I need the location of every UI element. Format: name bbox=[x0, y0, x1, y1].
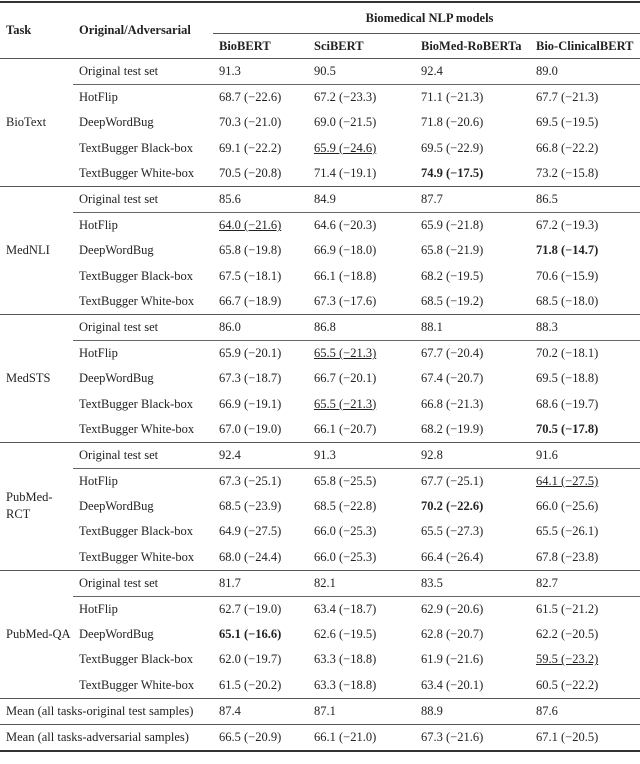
cell-value: 82.1 bbox=[314, 575, 336, 590]
table-row bbox=[0, 186, 640, 212]
cell-value: 66.7 (−20.1) bbox=[314, 371, 377, 386]
value-cell bbox=[530, 341, 640, 367]
attack-label: TextBugger Black-box bbox=[79, 524, 194, 539]
value-cell bbox=[415, 596, 530, 622]
value-cell bbox=[530, 724, 640, 751]
value-cell bbox=[308, 469, 415, 495]
cell-value: 62.0 (−19.7) bbox=[219, 652, 282, 667]
value-cell bbox=[308, 673, 415, 699]
table-row bbox=[0, 417, 640, 443]
attack-label: DeepWordBug bbox=[79, 499, 154, 514]
cell-value: 68.5 (−23.9) bbox=[219, 499, 282, 514]
attack-label: TextBugger Black-box bbox=[79, 268, 194, 283]
cell-value: 60.5 (−22.2) bbox=[536, 677, 599, 692]
value-cell bbox=[308, 622, 415, 647]
attack-label: Original test set bbox=[79, 192, 159, 207]
value-cell bbox=[530, 673, 640, 699]
value-cell bbox=[308, 213, 415, 239]
cell-value: 68.0 (−24.4) bbox=[219, 549, 282, 564]
cell-value: 92.8 bbox=[421, 447, 443, 462]
value-cell bbox=[308, 59, 415, 85]
cell-value: 66.0 (−25.6) bbox=[536, 499, 599, 514]
cell-value: 71.8 (−14.7) bbox=[536, 243, 599, 258]
value-cell bbox=[530, 264, 640, 289]
value-cell bbox=[308, 442, 415, 468]
value-cell bbox=[308, 698, 415, 724]
table-row bbox=[0, 213, 640, 239]
value-cell bbox=[530, 391, 640, 416]
table-header bbox=[0, 2, 640, 59]
task-name: MedSTS bbox=[6, 370, 51, 385]
mean-row bbox=[0, 698, 640, 724]
cell-value: 66.8 (−21.3) bbox=[421, 396, 484, 411]
value-cell bbox=[415, 289, 530, 315]
cell-value: 65.1 (−16.6) bbox=[219, 627, 282, 642]
value-cell bbox=[415, 570, 530, 596]
cell-value: 92.4 bbox=[421, 64, 443, 79]
table-row bbox=[0, 622, 640, 647]
value-cell bbox=[530, 417, 640, 443]
cell-value: 63.4 (−20.1) bbox=[421, 677, 484, 692]
mean-label: Mean (all tasks-adversarial samples) bbox=[0, 724, 213, 751]
cell-value: 67.2 (−19.3) bbox=[536, 218, 599, 233]
table-row bbox=[0, 391, 640, 416]
value-cell bbox=[415, 110, 530, 135]
attack-label: DeepWordBug bbox=[79, 627, 154, 642]
cell-value: 65.9 (−24.6) bbox=[314, 140, 377, 155]
cell-value: 63.3 (−18.8) bbox=[314, 652, 377, 667]
value-cell bbox=[415, 213, 530, 239]
value-cell bbox=[213, 110, 308, 135]
cell-value: 67.8 (−23.8) bbox=[536, 549, 599, 564]
value-cell bbox=[530, 161, 640, 187]
value-cell bbox=[308, 391, 415, 416]
cell-value: 68.2 (−19.9) bbox=[421, 421, 484, 436]
value-cell bbox=[213, 264, 308, 289]
table-row bbox=[0, 238, 640, 263]
table-row bbox=[0, 161, 640, 187]
cell-value: 62.6 (−19.5) bbox=[314, 627, 377, 642]
value-cell bbox=[213, 673, 308, 699]
cell-value: 68.5 (−22.8) bbox=[314, 499, 377, 514]
cell-value: 62.9 (−20.6) bbox=[421, 602, 484, 617]
cell-value: 65.8 (−21.9) bbox=[421, 243, 484, 258]
cell-value: 91.6 bbox=[536, 447, 558, 462]
value-cell bbox=[530, 622, 640, 647]
value-cell bbox=[213, 417, 308, 443]
value-cell bbox=[213, 622, 308, 647]
cell-value: 70.3 (−21.0) bbox=[219, 115, 282, 130]
cell-value: 66.0 (−25.3) bbox=[314, 549, 377, 564]
cell-value: 92.4 bbox=[219, 447, 241, 462]
cell-value: 91.3 bbox=[314, 447, 336, 462]
value-cell bbox=[415, 545, 530, 571]
table-row bbox=[0, 59, 640, 85]
cell-value: 70.6 (−15.9) bbox=[536, 268, 599, 283]
cell-value: 67.3 (−21.6) bbox=[421, 729, 484, 744]
cell-value: 87.4 bbox=[219, 703, 241, 718]
cell-value: 67.3 (−17.6) bbox=[314, 293, 377, 308]
cell-value: 65.5 (−21.3) bbox=[314, 396, 377, 411]
header-model: BioMed-RoBERTa bbox=[421, 38, 522, 53]
value-cell bbox=[530, 213, 640, 239]
cell-value: 62.7 (−19.0) bbox=[219, 602, 282, 617]
table-row bbox=[0, 647, 640, 672]
table-row bbox=[0, 264, 640, 289]
cell-value: 81.7 bbox=[219, 575, 241, 590]
table-row bbox=[0, 494, 640, 519]
attack-label: TextBugger White-box bbox=[79, 549, 195, 564]
value-cell bbox=[308, 110, 415, 135]
attack-label: Original test set bbox=[79, 319, 159, 334]
cell-value: 82.7 bbox=[536, 575, 558, 590]
value-cell bbox=[415, 417, 530, 443]
value-cell bbox=[213, 494, 308, 519]
value-cell bbox=[308, 647, 415, 672]
value-cell bbox=[213, 724, 308, 751]
task-name: PubMed-RCT bbox=[6, 490, 53, 522]
value-cell bbox=[530, 545, 640, 571]
header-model: Bio-ClinicalBERT bbox=[536, 38, 634, 53]
header-model: SciBERT bbox=[314, 38, 364, 53]
cell-value: 86.8 bbox=[314, 319, 336, 334]
cell-value: 66.9 (−18.0) bbox=[314, 243, 377, 258]
value-cell bbox=[415, 519, 530, 544]
attack-label: TextBugger White-box bbox=[79, 421, 195, 436]
value-cell bbox=[213, 545, 308, 571]
attack-label: Original test set bbox=[79, 447, 159, 462]
table-row bbox=[0, 469, 640, 495]
header-orig-adv: Original/Adversarial bbox=[79, 23, 191, 37]
table-row bbox=[0, 366, 640, 391]
cell-value: 66.8 (−22.2) bbox=[536, 140, 599, 155]
cell-value: 67.1 (−20.5) bbox=[536, 729, 599, 744]
cell-value: 68.6 (−19.7) bbox=[536, 396, 599, 411]
value-cell bbox=[213, 596, 308, 622]
attack-label: HotFlip bbox=[73, 596, 213, 622]
cell-value: 66.0 (−25.3) bbox=[314, 524, 377, 539]
table-row bbox=[0, 545, 640, 571]
cell-value: 66.1 (−21.0) bbox=[314, 729, 377, 744]
cell-value: 68.7 (−22.6) bbox=[219, 90, 282, 105]
cell-value: 65.5 (−27.3) bbox=[421, 524, 484, 539]
value-cell bbox=[308, 289, 415, 315]
cell-value: 86.5 bbox=[536, 192, 558, 207]
table-row bbox=[0, 110, 640, 135]
cell-value: 69.5 (−22.9) bbox=[421, 140, 484, 155]
value-cell bbox=[415, 238, 530, 263]
cell-value: 65.8 (−19.8) bbox=[219, 243, 282, 258]
value-cell bbox=[415, 442, 530, 468]
cell-value: 65.8 (−25.5) bbox=[314, 474, 377, 489]
cell-value: 67.3 (−18.7) bbox=[219, 371, 282, 386]
table-row bbox=[0, 442, 640, 468]
value-cell bbox=[530, 186, 640, 212]
cell-value: 69.1 (−22.2) bbox=[219, 140, 282, 155]
cell-value: 67.3 (−25.1) bbox=[219, 474, 282, 489]
cell-value: 64.1 (−27.5) bbox=[536, 474, 599, 489]
value-cell bbox=[415, 366, 530, 391]
attack-label: HotFlip bbox=[73, 341, 213, 367]
value-cell bbox=[530, 519, 640, 544]
value-cell bbox=[308, 264, 415, 289]
value-cell bbox=[530, 570, 640, 596]
attack-label: TextBugger White-box bbox=[79, 293, 195, 308]
cell-value: 66.4 (−26.4) bbox=[421, 549, 484, 564]
value-cell bbox=[308, 238, 415, 263]
value-cell bbox=[213, 213, 308, 239]
cell-value: 88.9 bbox=[421, 703, 443, 718]
table-row bbox=[0, 85, 640, 111]
cell-value: 70.2 (−18.1) bbox=[536, 346, 599, 361]
attack-label: TextBugger White-box bbox=[79, 165, 195, 180]
value-cell bbox=[415, 264, 530, 289]
cell-value: 69.0 (−21.5) bbox=[314, 115, 377, 130]
value-cell bbox=[415, 673, 530, 699]
value-cell bbox=[213, 186, 308, 212]
cell-value: 67.7 (−25.1) bbox=[421, 474, 484, 489]
cell-value: 66.9 (−19.1) bbox=[219, 396, 282, 411]
attack-label: TextBugger Black-box bbox=[79, 140, 194, 155]
value-cell bbox=[213, 161, 308, 187]
cell-value: 61.5 (−21.2) bbox=[536, 602, 599, 617]
cell-value: 69.5 (−19.5) bbox=[536, 115, 599, 130]
attack-label: TextBugger Black-box bbox=[79, 652, 194, 667]
cell-value: 66.1 (−18.8) bbox=[314, 268, 377, 283]
value-cell bbox=[415, 724, 530, 751]
table-row bbox=[0, 314, 640, 340]
cell-value: 64.6 (−20.3) bbox=[314, 218, 377, 233]
value-cell bbox=[308, 545, 415, 571]
value-cell bbox=[213, 519, 308, 544]
table-row bbox=[0, 289, 640, 315]
cell-value: 71.1 (−21.3) bbox=[421, 90, 484, 105]
cell-value: 91.3 bbox=[219, 64, 241, 79]
value-cell bbox=[308, 417, 415, 443]
cell-value: 61.9 (−21.6) bbox=[421, 652, 484, 667]
value-cell bbox=[530, 442, 640, 468]
cell-value: 65.5 (−26.1) bbox=[536, 524, 599, 539]
value-cell bbox=[530, 698, 640, 724]
value-cell bbox=[530, 647, 640, 672]
cell-value: 90.5 bbox=[314, 64, 336, 79]
value-cell bbox=[308, 161, 415, 187]
value-cell bbox=[213, 289, 308, 315]
cell-value: 85.6 bbox=[219, 192, 241, 207]
value-cell bbox=[213, 341, 308, 367]
value-cell bbox=[530, 596, 640, 622]
value-cell bbox=[530, 136, 640, 161]
cell-value: 69.5 (−18.8) bbox=[536, 371, 599, 386]
mean-label: Mean (all tasks-original test samples) bbox=[0, 698, 213, 724]
mean-row bbox=[0, 724, 640, 751]
value-cell bbox=[415, 161, 530, 187]
value-cell bbox=[213, 391, 308, 416]
value-cell bbox=[415, 314, 530, 340]
value-cell bbox=[213, 238, 308, 263]
value-cell bbox=[530, 366, 640, 391]
cell-value: 64.9 (−27.5) bbox=[219, 524, 282, 539]
value-cell bbox=[415, 136, 530, 161]
value-cell bbox=[530, 110, 640, 135]
cell-value: 73.2 (−15.8) bbox=[536, 165, 599, 180]
table-body bbox=[0, 59, 640, 752]
value-cell bbox=[530, 85, 640, 111]
cell-value: 84.9 bbox=[314, 192, 336, 207]
cell-value: 70.5 (−20.8) bbox=[219, 165, 282, 180]
value-cell bbox=[308, 724, 415, 751]
attack-label: Original test set bbox=[79, 575, 159, 590]
value-cell bbox=[415, 59, 530, 85]
header-task: Task bbox=[6, 23, 32, 37]
value-cell bbox=[308, 85, 415, 111]
cell-value: 67.4 (−20.7) bbox=[421, 371, 484, 386]
cell-value: 74.9 (−17.5) bbox=[421, 165, 484, 180]
value-cell bbox=[213, 698, 308, 724]
cell-value: 67.7 (−20.4) bbox=[421, 346, 484, 361]
cell-value: 68.5 (−19.2) bbox=[421, 293, 484, 308]
table-row bbox=[0, 596, 640, 622]
attack-label: Original test set bbox=[79, 64, 159, 79]
task-name: BioText bbox=[6, 114, 47, 129]
value-cell bbox=[530, 238, 640, 263]
value-cell bbox=[415, 341, 530, 367]
header-models-group: Biomedical NLP models bbox=[213, 2, 640, 34]
cell-value: 62.2 (−20.5) bbox=[536, 627, 599, 642]
value-cell bbox=[415, 391, 530, 416]
cell-value: 66.5 (−20.9) bbox=[219, 729, 282, 744]
value-cell bbox=[213, 570, 308, 596]
value-cell bbox=[530, 469, 640, 495]
value-cell bbox=[415, 622, 530, 647]
cell-value: 67.0 (−19.0) bbox=[219, 421, 282, 436]
value-cell bbox=[415, 494, 530, 519]
results-table bbox=[0, 1, 640, 752]
value-cell bbox=[213, 469, 308, 495]
cell-value: 83.5 bbox=[421, 575, 443, 590]
value-cell bbox=[415, 85, 530, 111]
task-name: PubMed-QA bbox=[6, 626, 71, 641]
attack-label: HotFlip bbox=[73, 213, 213, 239]
cell-value: 88.1 bbox=[421, 319, 443, 334]
cell-value: 63.3 (−18.8) bbox=[314, 677, 377, 692]
task-name: MedNLI bbox=[6, 242, 50, 257]
value-cell bbox=[530, 314, 640, 340]
value-cell bbox=[415, 186, 530, 212]
cell-value: 62.8 (−20.7) bbox=[421, 627, 484, 642]
attack-label: DeepWordBug bbox=[79, 115, 154, 130]
cell-value: 64.0 (−21.6) bbox=[219, 218, 282, 233]
cell-value: 65.9 (−20.1) bbox=[219, 346, 282, 361]
value-cell bbox=[308, 366, 415, 391]
value-cell bbox=[415, 647, 530, 672]
cell-value: 87.7 bbox=[421, 192, 443, 207]
table-row bbox=[0, 570, 640, 596]
attack-label: DeepWordBug bbox=[79, 371, 154, 386]
cell-value: 71.4 (−19.1) bbox=[314, 165, 377, 180]
cell-value: 86.0 bbox=[219, 319, 241, 334]
value-cell bbox=[308, 341, 415, 367]
cell-value: 65.5 (−21.3) bbox=[314, 346, 377, 361]
table-row bbox=[0, 341, 640, 367]
value-cell bbox=[213, 314, 308, 340]
value-cell bbox=[530, 494, 640, 519]
attack-label: TextBugger White-box bbox=[79, 677, 195, 692]
attack-label: DeepWordBug bbox=[79, 243, 154, 258]
cell-value: 68.2 (−19.5) bbox=[421, 268, 484, 283]
value-cell bbox=[530, 289, 640, 315]
cell-value: 87.1 bbox=[314, 703, 336, 718]
value-cell bbox=[213, 85, 308, 111]
table-row bbox=[0, 136, 640, 161]
value-cell bbox=[213, 136, 308, 161]
cell-value: 89.0 bbox=[536, 64, 558, 79]
value-cell bbox=[308, 314, 415, 340]
value-cell bbox=[308, 136, 415, 161]
table-row bbox=[0, 673, 640, 699]
value-cell bbox=[415, 469, 530, 495]
value-cell bbox=[530, 59, 640, 85]
value-cell bbox=[213, 647, 308, 672]
cell-value: 67.7 (−21.3) bbox=[536, 90, 599, 105]
cell-value: 66.1 (−20.7) bbox=[314, 421, 377, 436]
cell-value: 59.5 (−23.2) bbox=[536, 652, 599, 667]
value-cell bbox=[308, 186, 415, 212]
cell-value: 70.2 (−22.6) bbox=[421, 499, 484, 514]
value-cell bbox=[308, 570, 415, 596]
value-cell bbox=[308, 494, 415, 519]
value-cell bbox=[415, 698, 530, 724]
value-cell bbox=[308, 596, 415, 622]
cell-value: 63.4 (−18.7) bbox=[314, 602, 377, 617]
attack-label: HotFlip bbox=[73, 469, 213, 495]
cell-value: 67.5 (−18.1) bbox=[219, 268, 282, 283]
cell-value: 67.2 (−23.3) bbox=[314, 90, 377, 105]
attack-label: HotFlip bbox=[73, 85, 213, 111]
header-model: BioBERT bbox=[219, 38, 271, 53]
cell-value: 70.5 (−17.8) bbox=[536, 421, 599, 436]
table-row bbox=[0, 519, 640, 544]
cell-value: 87.6 bbox=[536, 703, 558, 718]
attack-label: TextBugger Black-box bbox=[79, 396, 194, 411]
cell-value: 88.3 bbox=[536, 319, 558, 334]
cell-value: 66.7 (−18.9) bbox=[219, 293, 282, 308]
value-cell bbox=[213, 442, 308, 468]
cell-value: 68.5 (−18.0) bbox=[536, 293, 599, 308]
cell-value: 71.8 (−20.6) bbox=[421, 115, 484, 130]
cell-value: 61.5 (−20.2) bbox=[219, 677, 282, 692]
cell-value: 65.9 (−21.8) bbox=[421, 218, 484, 233]
value-cell bbox=[213, 366, 308, 391]
value-cell bbox=[213, 59, 308, 85]
value-cell bbox=[308, 519, 415, 544]
